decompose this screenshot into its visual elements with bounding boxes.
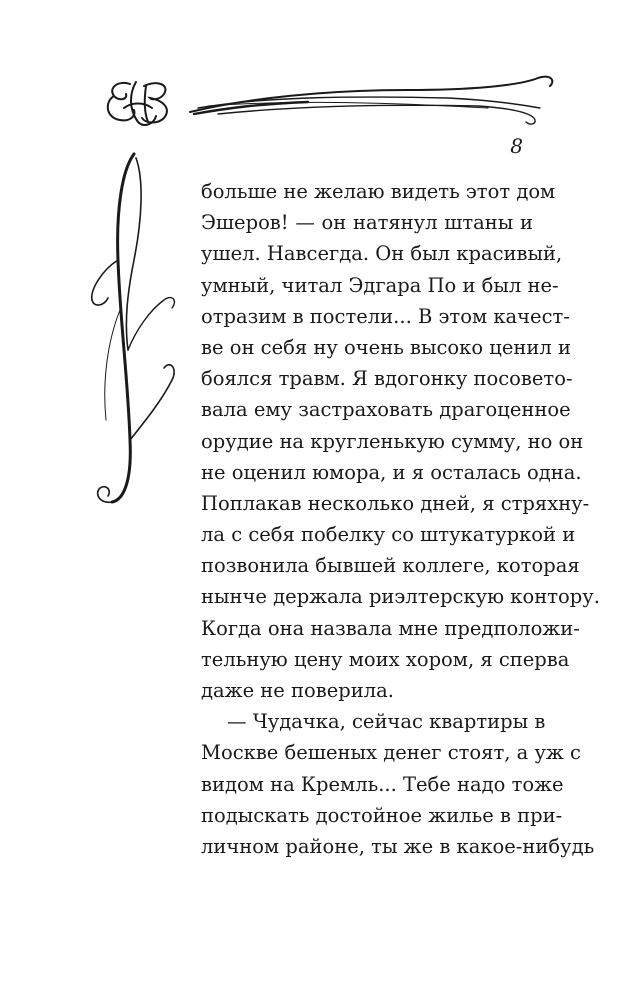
text-line: нынче держала риэлтерскую контору. [201, 585, 600, 609]
text-line: орудие на кругленькую сумму, но он [201, 429, 584, 453]
page-number: 8 [510, 134, 523, 158]
body-text [201, 176, 600, 862]
text-line: ве он себя ну очень высоко ценил и [201, 335, 571, 359]
text-line: позвонила бывшей коллеге, которая [201, 554, 580, 578]
feather-flourish-icon [188, 68, 560, 128]
text-line: даже не поверила. [201, 679, 394, 702]
text-line: ушел. Навсегда. Он был красивый, [201, 242, 563, 266]
calligraphic-flourish-icon [72, 150, 182, 520]
text-line: не оценил юмора, и я осталась одна. [201, 460, 582, 484]
text-line: вала ему застраховать драгоценное [201, 398, 571, 422]
text-line: отразим в постели... В этом качест- [201, 304, 570, 328]
text-line: больше не желаю видеть этот дом [201, 180, 556, 203]
text-line: Москве бешеных денег стоят, а уж с [201, 741, 581, 765]
text-line: умный, читал Эдгара По и был не- [201, 273, 559, 297]
text-line: тельную цену моих хором, я сперва [201, 647, 570, 671]
text-line: Эшеров! — он натянул штаны и [201, 211, 533, 235]
text-line: — Чудачка, сейчас квартиры в [227, 710, 546, 734]
monogram-icon [100, 72, 180, 132]
text-line: Когда она назвала мне предположи- [201, 616, 580, 640]
text-line: личном районе, ты же в какое-нибудь [201, 834, 595, 858]
text-line: ла с себя побелку со штукатуркой и [201, 523, 576, 547]
text-line: подыскать достойное жилье в при- [201, 803, 563, 827]
text-line: Поплакав несколько дней, я стряхну- [201, 491, 590, 515]
text-line: боялся травм. Я вдогонку посовето- [201, 367, 573, 391]
text-line: видом на Кремль... Тебе надо тоже [201, 772, 564, 796]
